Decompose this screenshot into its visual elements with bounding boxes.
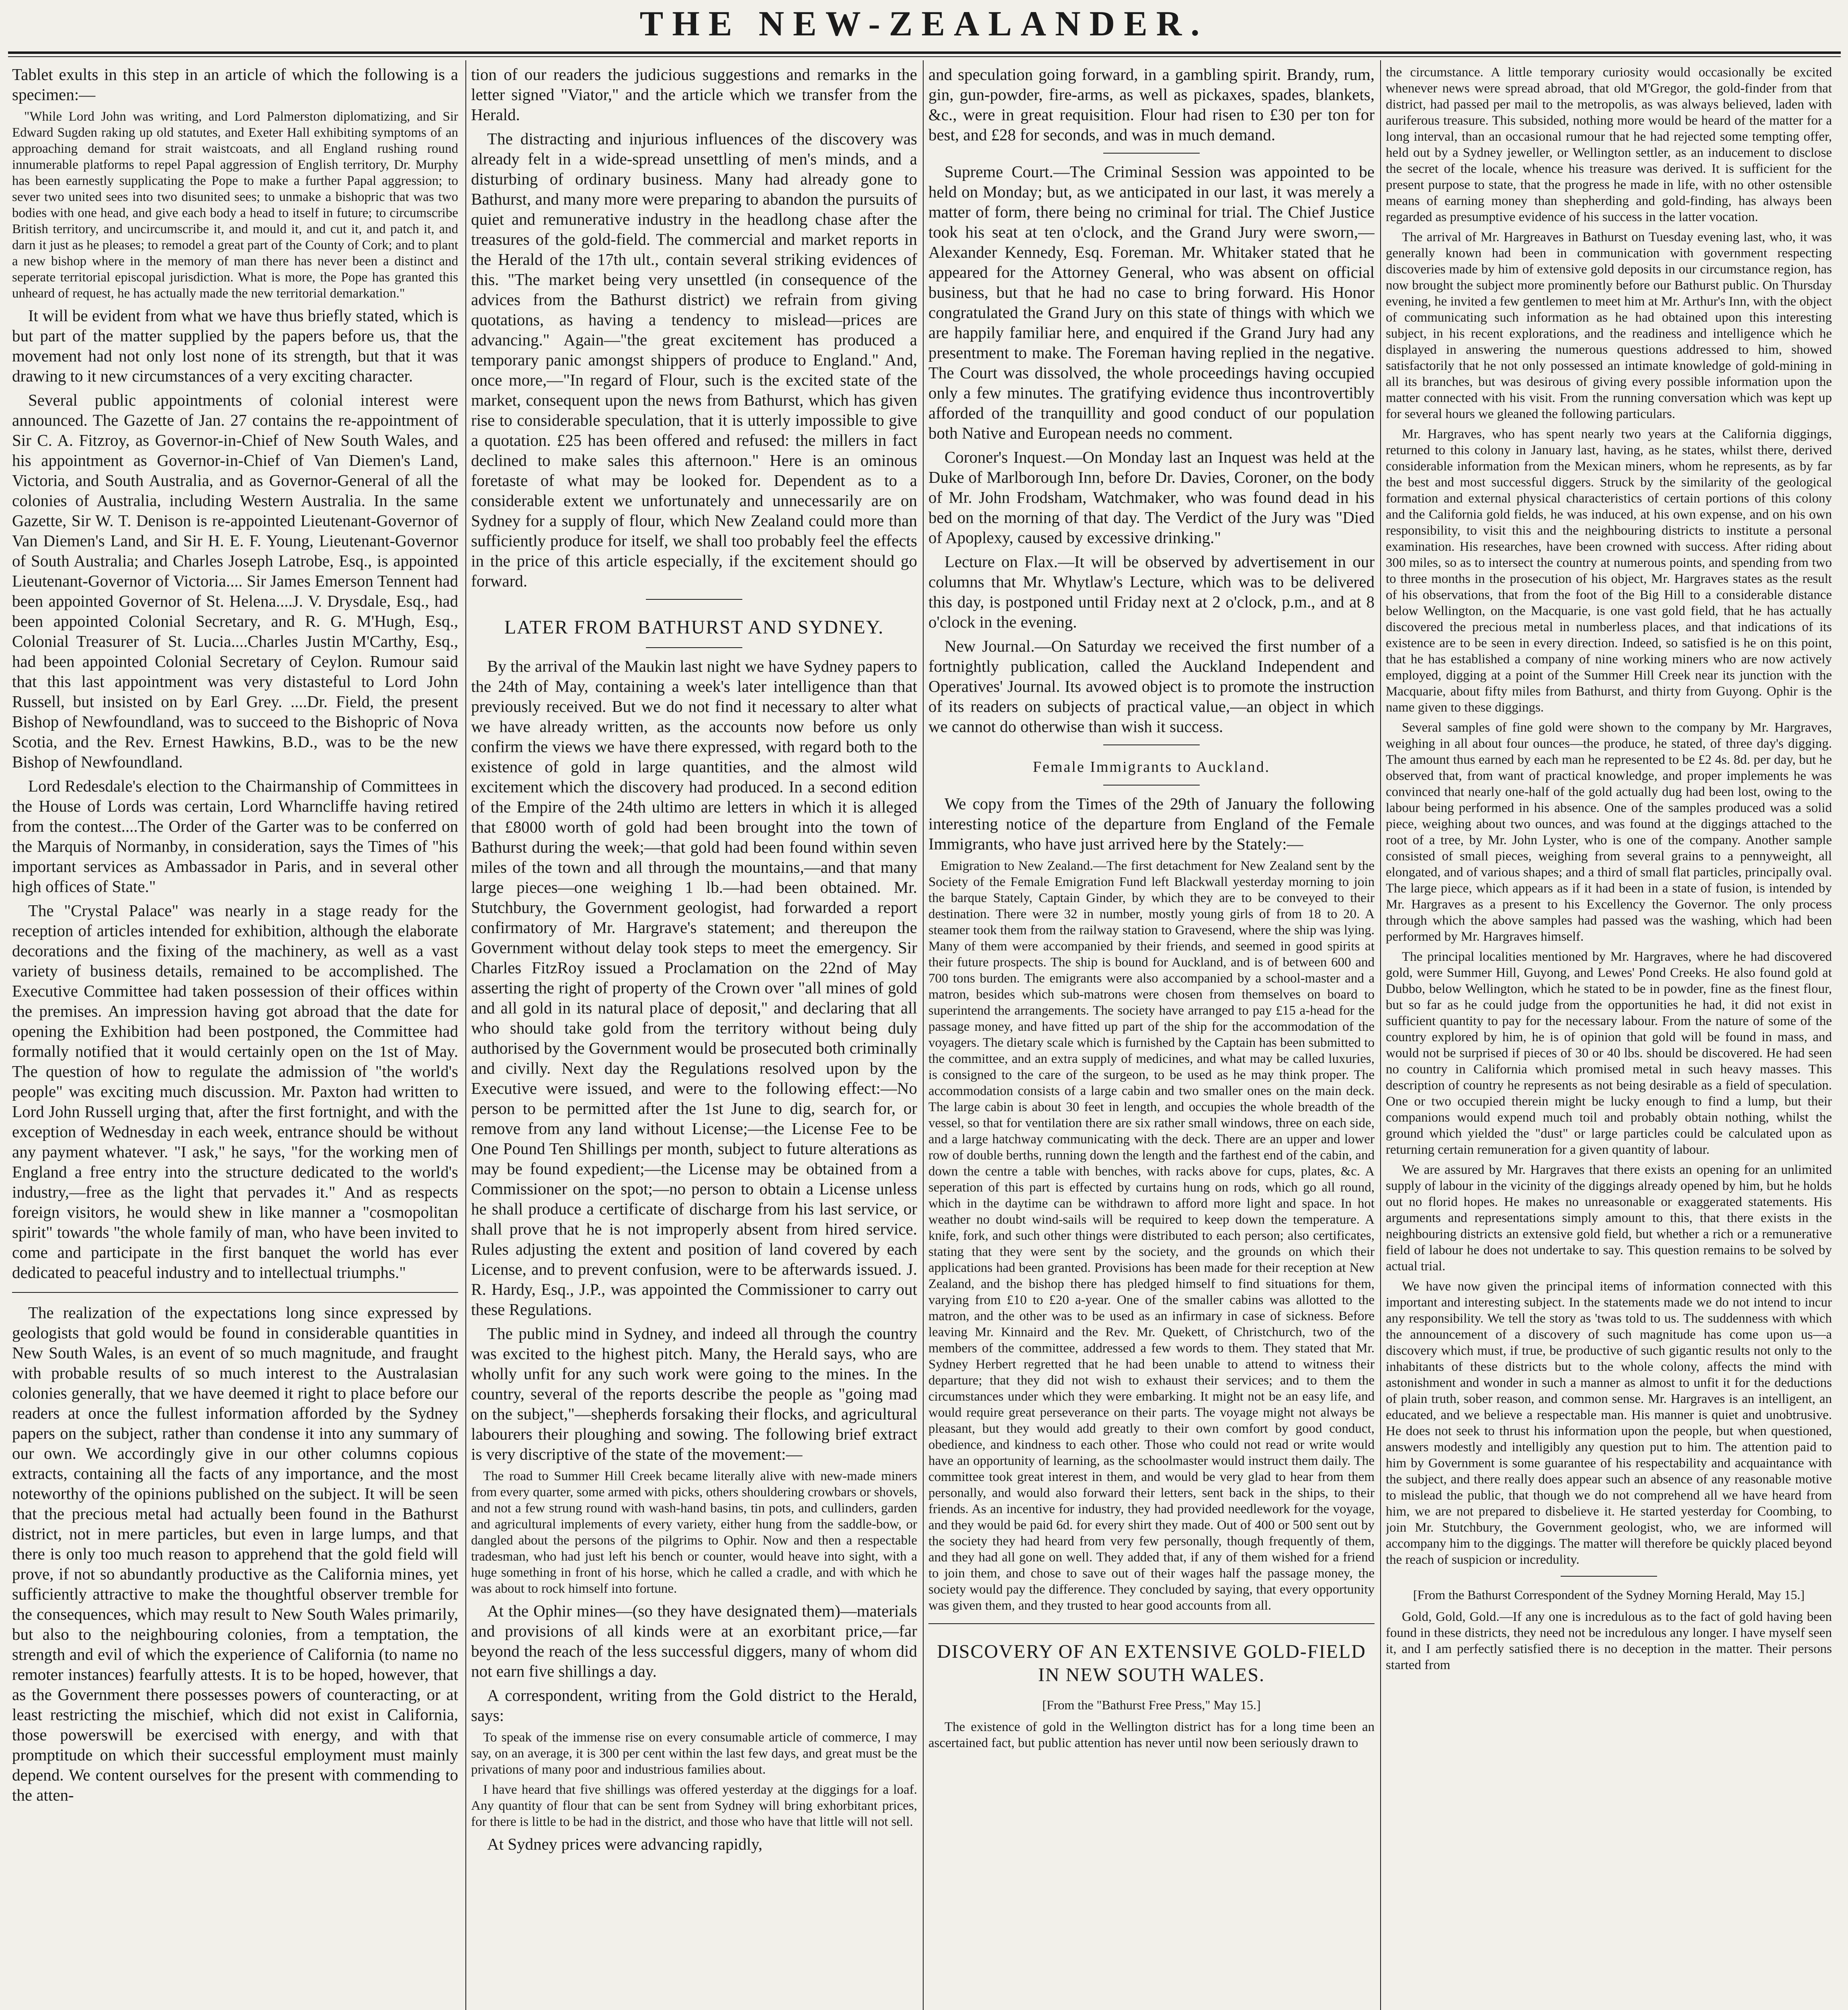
paragraph: The arrival of Mr. Hargreaves in Bathurst on Tuesday evening last, who, it was generally known had been in communication with government respecting discoveries made by him of extensive gold deposits in our circumstance region, has now brought the subject more prominently before our Bathurst public. On Thursday evening, he invited a few gentlemen to meet him at Mr. Arthur's Inn, with the object of communicating such information as he had obtained upon this interesting subject, in his recent explorations, and the readiness and intelligence which he displayed in answering the numerous questions addressed to him, showed satisfactorily that he not only possessed an intimate knowledge of gold-mining in all its branches, but was desirous of giving every possible information upon the matter connected with his visit. From the running conversation which was kept up for several hours we gleaned the following particulars. bbox=[1386, 230, 1832, 421]
paragraph: At Sydney prices were advancing rapidly, bbox=[487, 1835, 763, 1853]
paragraph-new-journal: New Journal.—On Saturday we received the first number of a fortnightly publication, called the Auckland Independent and Operatives' Journal. Its avowed object is to promote the instruction of its readers on subjects of practical value,—an object in which we cannot do otherwise than wish it success. bbox=[928, 637, 1375, 736]
paragraph: By the arrival of the Maukin last night we have Sydney papers to the 24th of May, containing a week's later intelligence than that previously received. But we do not find it necessary to alter what we have already written, as the accounts now before us only confirm the views we have there expressed, with regard both to the existence of gold in large quantities, and the almost wild excitement which the discovery had produced. In a second edition of the Empire of the 24th ultimo are letters in which it is alleged that £8000 worth of gold had been brought into the town of Bathurst during the week;—that gold had been found within seven miles of the town and all through the mountains,—and that many large pieces—one weighing 1 lb.—had been obtained. Mr. Stutchbury, the Government geologist, had forwarded a report confirmatory of Mr. Hargrave's statement; and thereupon the Government without delay took steps to meet the emergency. Sir Charles FitzRoy issued a Proclamation on the 22nd of May asserting the right of property of the Crown over "all mines of gold and all gold in its natural place of deposit," and declaring that all who should take gold from the territory without being duly authorised by the Government would be prosecuted both criminally and civilly. Next day the Regulations resolved upon by the Executive were issued, and were to the following effect:—No person to be permitted after the 1st June to dig, search for, or remove from any land without License;—the License Fee to be One Pound Ten Shillings per month, subject to future alterations as may be found expedient;—the License may be obtained from a Commissioner on the spot;—no person to obtain a License unless he shall produce a certificate of discharge from his last service, or shall prove that he is not improperly absent from hired service. Rules adjusting the extent and position of land covered by each License, and to prevent confusion, were to be afterwards issued. J. R. Hardy, Esq., J.P., was appointed the Commissioner to carry out these Regulations. bbox=[471, 657, 917, 1319]
masthead-rule-thin bbox=[8, 56, 1841, 57]
section-divider bbox=[928, 1623, 1375, 1624]
paragraph: and speculation going forward, in a gambling spirit. Brandy, rum, gin, gun-powder, fire-arms, as well as pickaxes, spades, blankets, &c., were in great requisition. Flour had risen to £30 per ton for best, and £28 for seconds, and was in much demand. bbox=[928, 65, 1375, 144]
quotation: To speak of the immense rise on every consumable article of commerce, I may say, on an average, it is 300 per cent within the last few days, and great must be the privations of many poor and industrious families about. bbox=[471, 1730, 917, 1777]
paragraph: The realization of the expectations long since expressed by geologists that gold would be found in considerable quantities in New South Wales, is an event of so much magnitude, and fraught with probable results of so much interest to the Australasian colonies generally, that we have deemed it right to place before our readers at once the fullest information afforded by the Sydney papers on the subject, rather than condense it into any summary of our own. We accordingly give in our other columns copious extracts, containing all the facts of any importance, and the most noteworthy of the opinions published on the subject. It will be seen that the precious metal had actually been found in the Bathurst district, not in mere particles, but even in large lumps, and that there is only too much reason to apprehend that the gold field will prove, if not so abundantly productive as the California mines, yet sufficiently attractive to make the thoughtful observer tremble for the consequences, which may result to New South Wales primarily, but also to the neighbouring colonies, from a temptation, the strength and evil of which the experience of California (to name no remoter instances) fearfully attests. It is to be hoped, however, that as the Government there possesses powers of counteracting, or at least restricting the mischief, which did not exist in California, those powerswill be exercised with energy, and with that promptitude on which their successful employment must mainly depend. We content ourselves for the present with commending to the atten- bbox=[12, 1303, 458, 1804]
column-separator bbox=[1380, 60, 1381, 2010]
section-divider bbox=[1103, 153, 1200, 154]
paragraph-supreme-court: Supreme Court.—The Criminal Session was appointed to be held on Monday; but, as we anticipated in our last, it was merely a matter of form, there being no criminal for trial. The Chief Justice took his seat at ten o'clock, and the Grand Jury were sworn,—Alexander Kennedy, Esq. Foreman. Mr. Whitaker stated that he appeared for the Attorney General, who was absent on official business, but that he had no case to bring forward. His Honor congratulated the Grand Jury on this state of things with which we are happily familiar here, and enquired if the Grand Jury had any presentment to make. The Foreman having replied in the negative. The Court was dissolved, the whole proceedings having occupied only a few minutes. The gratifying evidence thus incontrovertibly afforded of the tranquillity and good conduct of our population both Native and European needs no comment. bbox=[928, 162, 1375, 442]
quotation: The road to Summer Hill Creek became literally alive with new-made miners from every quarter, some armed with picks, others shouldering crowbars or shovels, and not a few strung round with wash-hand basins, tin pots, and cullinders, garden and agricultural implements of every variety, either hung from the saddle-bow, or dangled about the persons of the pilgrims to Ophir. Now and then a respectable tradesman, who had just left his bench or counter, would heave into sight, with a huge something in front of his horse, which he called a cradle, and with which he was about to rock himself into fortune. bbox=[471, 1469, 917, 1596]
paragraph: The existence of gold in the Wellington district has for a long time been an ascertained fact, but public attention has never until now been seriously drawn to bbox=[928, 1720, 1375, 1750]
paragraph: It will be evident from what we have thus briefly stated, which is but part of the matter supplied by the papers before us, that the movement had not only lost none of its strength, but that it was drawing to it new circumstances of a very exciting character. bbox=[12, 306, 458, 385]
paragraph: At the Ophir mines—(so they have designated them)—materials and provisions of all kinds were at an exorbitant price,—far beyond the reach of the less successful diggers, many of whom did not earn five shillings a day. bbox=[471, 1602, 917, 1680]
column-2 bbox=[471, 64, 917, 2010]
section-divider bbox=[1561, 1576, 1657, 1577]
paragraph: Tablet exults in this step in an article of which the following is a specimen:— bbox=[12, 65, 458, 104]
paragraph: A correspondent, writing from the Gold district to the Herald, says: bbox=[471, 1686, 917, 1725]
paragraph: Gold, Gold, Gold.—If any one is incredulous as to the fact of gold having been found in these districts, they need not be incredulous any longer. I have myself seen it, and I am perfectly satisfied there is no deception in the matter. Their persons started from bbox=[1386, 1610, 1832, 1672]
column-1 bbox=[12, 64, 458, 2010]
paragraph: tion of our readers the judicious suggestions and remarks in the letter signed "Viator," and the article which we transfer from the Herald. bbox=[471, 65, 917, 124]
paragraph: The principal localities mentioned by Mr. Hargraves, where he had discovered gold, were Summer Hill, Guyong, and Lewes' Pond Creeks. He also found gold at Dubbo, below Wellington, which he stated to be in powder, fine as the finest flour, but so far as he could judge from the opportunities he had, it did not exist in sufficient quantity to pay for the necessary labour. From the nature of some of the country explored by him, he is of opinion that gold will be found in mass, and would not be surprised if pieces of 30 or 40 lbs. should be discovered. He had seen no country in California which promised metal in such heavy masses. This description of country he represents as not being desirable as a field of speculation. One or two occupied therein might be lucky enough to find a lump, but their companions would expend much toil and probably obtain nothing, whilst the ground which yielded the "dust" or large particles could be calculated upon as returning certain remuneration for a given quantity of labour. bbox=[1386, 950, 1832, 1157]
paragraph: The public mind in Sydney, and indeed all through the country was excited to the highest pitch. Many, the Herald says, who are wholly unfit for any such work were going to the mines. In the country, several of the reports describe the people as "going mad on the subject,"—shepherds forsaking their flocks, and agricultural labourers their ploughing and sowing. The following brief extract is very discriptive of the state of the movement:— bbox=[471, 1324, 917, 1463]
paragraph: Mr. Hargraves, who has spent nearly two years at the California diggings, returned to this colony in January last, having, as he states, whilst there, derived considerable information from the Mexican miners, whom he represents, as by far the best and most successful diggers. Struck by the similarity of the geological formation and external physical characteristics of certain portions of this colony and the California gold fields, he was induced, at his own expense, and on his own responsibility, to visit this and the neighbouring districts to institute a personal examination. His researches, have been crowned with success. After riding about 300 miles, so as to intersect the country at numerous points, and spending from two to three months in the prosecution of his object, Mr. Hargraves states as the result of his observations, that from the foot of the Big Hill to a considerable distance below Wellington, on the Macquarie, is one vast gold field, that he has actually discovered the precious metal in numberless places, and that indications of its existence are to be seen in every direction. Indeed, so satisfied is he on this point, that he has established a company of nine working miners who are now actively employed, digging at a point of the Summer Hill Creek near its junction with the Macquarie, about fifty miles from Bathurst, and thirty from Guyong. Ophir is the name given to these diggings. bbox=[1386, 427, 1832, 715]
section-divider bbox=[12, 1292, 458, 1293]
source-note: [From the Bathurst Correspondent of the Sydney Morning Herald, May 15.] bbox=[1413, 1587, 1805, 1602]
paragraph-coroners-inquest: Coroner's Inquest.—On Monday last an Inquest was held at the Duke of Marlborough Inn, before Dr. Davies, Coroner, on the body of Mr. John Frodsham, Watchmaker, who was found dead in his bed on the morning of that day. The Verdict of the Jury was "Died of Apoplexy, caused by excessive drinking." bbox=[928, 448, 1375, 547]
headline-later-from-bathurst: LATER FROM BATHURST AND SYDNEY. bbox=[504, 617, 884, 638]
paragraph: Several public appointments of colonial interest were announced. The Gazette of Jan. 27 contains the re-appointment of Sir C. A. Fitzroy, as Governor-in-Chief of New South Wales, and his appointment as Governor-in-Chief of Van Diemen's Land, Victoria, and South Australia, and as Governor-General of all the colonies of Australia, including Western Australia. In the same Gazette, Sir W. T. Denison is re-appointed Lieutenant-Governor of Van Diemen's Land, and Sir H. E. F. Young, Lieutenant-Governor of South Australia; and Charles Joseph Latrobe, Esq., is appointed Lieutenant-Governor of Victoria.... Sir James Emerson Tennent had been appointed Governor of St. Helena....J. V. Drysdale, Esq., had been appointed Colonial Secretary, and R. G. M'Hugh, Esq., Colonial Treasurer of St. Lucia....Charles Justin M'Carthy, Esq., had been appointed Colonial Secretary of Ceylon. Rumour said that this last appointment was very distasteful to Lord John Russell, but insisted on by Earl Grey. ....Dr. Field, the present Bishop of Newfoundland, was to succeed to the Bishopric of Nova Scotia, and the Rev. Ernest Hawkins, B.D., was to be the new Bishop of Newfoundland. bbox=[12, 391, 458, 771]
paragraph: We are assured by Mr. Hargraves that there exists an opening for an unlimited supply of labour in the vicinity of the diggings already opened by him, but he holds out no florid hopes. He makes no unreasonable or exaggerated statements. His arguments and representations simply amount to this, that there exists in the neighbouring districts an extensive gold field, but whether a rich or a remunerative field of labour he does not undertake to say. This question remains to be solved by actual trial. bbox=[1386, 1163, 1832, 1274]
paragraph: the circumstance. A little temporary curiosity would occasionally be excited whenever news were spread abroad, that old M'Gregor, the gold-finder from that district, had passed per mail to the metropolis, as was always believed, laden with auriferous treasure. This subsided, nothing more would be heard of the matter for a long interval, than an occasional rumour that he had rejected some tempting offer, held out by a Sydney jeweller, or Wellington settler, as an inducement to disclose the secret of the locale, whence his treasure was derived. It is sufficient for the present purpose to state, that the progress he made in life, with no other ostensible means of earning money than shepherding and gold-finding, has always been regarded as presumptive evidence of his success in the latter vocation. bbox=[1386, 65, 1832, 224]
quotation: "While Lord John was writing, and Lord Palmerston diplomatizing, and Sir Edward Sugden raking up old statutes, and Exeter Hall exhibiting symptoms of an approaching demand for strait waistcoats, and all England rushing round innumerable platforms to repel Papal aggression of English territory, Dr. Murphy has been earnestly supplicating the Pope to make a further Papal aggression; to sever two united sees into two disunited sees; to unmake a bishopric that was two bodies with one head, and give each body a head to itself in future; to circumscribe British territory, and uncircumscribe it, and mould it, and cut it, and patch it, and darn it just as he pleases; to remodel a great part of the County of Cork; and to plant a new bishop where in the memory of man there has never been a distinct and seperate territorial episcopal jurisdiction. What is more, the Pope has granted this unheard of request, he has actually made the new territorial demarkation." bbox=[12, 109, 458, 301]
paragraph: We copy from the Times of the 29th of January the following interesting notice of the departure from England of the Female Immigrants, who have just arrived here by the Stately:— bbox=[928, 794, 1375, 853]
quotation: Emigration to New Zealand.—The first detachment for New Zealand sent by the Society of the Female Emigration Fund left Blackwall yesterday morning to join the barque Stately, Captain Ginder, by which they are to be conveyed to their destination. There were 32 in number, mostly young girls of from 18 to 20. A steamer took them from the railway station to Gravesend, where the ship was lying. Many of them were accompanied by their friends, and seemed in good spirits at their future prospects. The ship is bound for Auckland, and is of between 600 and 700 tons burden. The emigrants were also accompanied by a school-master and a matron, besides which sub-matrons were chosen from themselves on board to superintend the arrangements. The society have arranged to pay £15 a-head for the passage money, and have fitted up part of the ship for the accommodation of the voyagers. The dietary scale which is furnished by the Captain has been submitted to the committee, and an extra supply of medicines, and what may be called luxuries, is consigned to the care of the surgeon, to be used as he may think proper. The accommodation consists of a large cabin and two smaller ones on the main deck. The large cabin is about 30 feet in length, and occupies the whole breadth of the vessel, so that for ventilation there are six rather small windows, three on each side, and a large hatchway communicating with the deck. There are an upper and lower row of double berths, running down the length and the farthest end of the cabin, and down the centre a table with benches, with racks above for cups, plates, &c. A seperation of this part is effected by curtains hung on rods, which go all round, which in the daytime can be withdrawn to afford more light and space. In hot weather no doubt wind-sails will be required to keep down the temperature. A knife, fork, and such other things were distributed to each person; also certificates, stating that they were sent by the society, and the grounds on which their applications had been granted. Provisions has been made for their reception at New Zealand, and the bishop there has pledged himself to find situations for them, varying from £10 to £20 a-year. One of the smaller cabins was allotted to the matron, and the other was to be used as an infirmary in case of sickness. Before leaving Mr. Kinnaird and the Rev. Mr. Quekett, of Christchurch, two of the members of the committee, addressed a few words to them. They stated that Mr. Sydney Herbert regretted that he had been unable to attend to witness their departure; that they did not wish to exhaust their services; and to them the circumstances under which they were embarking. It might not be an easy life, and would require great perseverance on their parts. The voyage might not always be pleasant, but they would add greatly to their own comfort by good conduct, obedience, and kindness to each other. Those who could not read or write would have an opportunity of learning, as the schoolmaster would instruct them daily. The committee took great interest in them, and would be very glad to hear from them personally, and would also forward their letters, sent back in the ships, to their friends. As an incentive for industry, they had provided needlework for the voyage, and they would be paid 6d. for every shirt they made. Out of 400 or 500 sent out by the society they had heard from very few personally, though frequently of them, and they had all gone on well. They added that, if any of them wished for a friend to join them, and chose to save out of their wages half the passage money, the society would pay the difference. They concluded by saying, that every opportunity was given them, and they trusted to hear good accounts from all. bbox=[928, 859, 1375, 1613]
source-note: [From the "Bathurst Free Press," May 15.] bbox=[1042, 1698, 1261, 1712]
paragraph: The "Crystal Palace" was nearly in a stage ready for the reception of articles intended for exhibition, although the elaborate decorations and the fixing of the machinery, as well as a vast variety of business details, remained to be accomplished. The Executive Committee had taken possession of their offices within the premises. An impression having got abroad that the date for opening the Exhibition had been postponed, the Committee had formally notified that it would certainly open on the 1st of May. The question of how to regulate the admission of "the world's people" was exciting much discussion. Mr. Paxton had written to Lord John Russell urging that, after the first fortnight, and with the exception of Wednesday in each week, entrance should be without any payment whatever. "I ask," he says, "for the working men of England a free entry into the structure dedicated to the world's industry,—free as the light that pervades it." And as respects foreign visitors, he would shew in like manner a "cosmopolitan spirit" towards "the whole family of man, who have been invited to come and participate in the first banquet the world has ever dedicated to peaceful industry and to intellectual triumphs." bbox=[12, 901, 458, 1282]
paragraph: The distracting and injurious influences of the discovery was already felt in a wide-spread unsettling of men's minds, and a disturbing of ordinary business. Many had already gone to Bathurst, and many more were preparing to abandon the pursuits of quiet and remunerative industry in the headlong chase after the treasures of the gold-field. The commercial and market reports in the Herald of the 17th ult., contain several striking evidences of this. "The market being very unsettled (in consequence of the advices from the Bathurst district) we refrain from giving quotations, as having a tendency to mislead—prices are advancing." Again—"the great excitement has produced a temporary panic amongst shippers of produce to England." And, once more,—"In regard of Flour, such is the excited state of the market, consequent upon the news from Bathurst, which has given rise to considerable speculation, that it is utterly impossible to give a quotation. £25 has been offered and refused: the millers in fact declined to make sales this afternoon." Here is an ominous foretaste of what may be looked for. Dependent as to a considerable extent we unfortunately and unnecessarily are on Sydney for a supply of flour, which New Zealand could more than sufficiently produce for itself, we shall too probably feel the effects in the price of this article especially, if the excitement should go forward. bbox=[471, 129, 917, 590]
column-separator bbox=[465, 60, 466, 2010]
section-divider bbox=[646, 647, 742, 648]
paragraph-lecture-on-flax: Lecture on Flax.—It will be observed by advertisement in our columns that Mr. Whytlaw's Lecture, which was to be delivered this day, is postponed until Friday next at 2 o'clock, p.m., and at 8 o'clock in the evening. bbox=[928, 552, 1375, 631]
newspaper-title: THE NEW-ZEALANDER. bbox=[639, 4, 1209, 43]
paragraph: Several samples of fine gold were shown to the company by Mr. Hargraves, weighing in all about four ounces—the produce, he stated, of three day's digging. The amount thus earned by each man he represented to be £2 4s. 8d. per day, but he observed that, from want of practical knowledge, and proper implements he was convinced that nearly one-half of the gold actually dug had been lost, owing to the labour being performed in his absence. One of the samples produced was a solid piece, weighing about two ounces, and was found at the diggings attached to the root of a tree, by Mr. John Lyster, who is one of the company. Another sample consisted of small pieces, weighing from several grains to a pennyweight, all elongated, and of various shapes; and a third of small flat particles, principally oval. The large piece, which appears as if it had been in a state of fusion, is intended by Mr. Hargraves as a present to his Excellency the Governor. The only process through which the above samples had passed was the washing, which had been performed by Mr. Hargraves himself. bbox=[1386, 720, 1832, 944]
quotation: I have heard that five shillings was offered yesterday at the diggings for a loaf. Any quantity of flour that can be sent from Sydney will bring exhorbitant prices, for there is little to be had in the district, and those who have that little will not sell. bbox=[471, 1782, 917, 1829]
column-4 bbox=[1386, 64, 1832, 2010]
headline-female-immigrants: Female Immigrants to Auckland. bbox=[1033, 759, 1270, 775]
section-divider bbox=[646, 599, 742, 600]
column-3 bbox=[928, 64, 1375, 2010]
headline-discovery-gold-field: DISCOVERY OF AN EXTENSIVE GOLD-FIELD IN NEW SOUTH WALES. bbox=[937, 1641, 1366, 1686]
column-separator bbox=[923, 60, 924, 2010]
paragraph: Lord Redesdale's election to the Chairmanship of Committees in the House of Lords was certain, Lord Wharncliffe having retired from the contest....The Order of the Garter was to be conferred on the Marquis of Normanby, in consideration, says the Times of "his important services as Ambassador in Paris, and in several other high offices of State." bbox=[12, 777, 458, 896]
masthead-rule bbox=[8, 51, 1841, 54]
paragraph: We have now given the principal items of information connected with this important and interesting subject. In the statements made we do not intend to incur any responsibility. We tell the story as 'twas told to us. The suddenness with which the announcement of a discovery of such magnitude has come upon us—a discovery which must, if true, be productive of such gigantic results not only to the inhabitants of these districts but to the whole colony, affects the mind with astonishment and wonder in such a manner as almost to unfit it for the deductions of plain truth, sober reason, and common sense. Mr. Hargraves is an intelligent, an educated, and we believe a respectable man. His manner is quiet and unobtrusive. He does not seek to thrust his information upon the people, but when questioned, answers modestly and intelligibly any question put to him. The attention paid to him by Government is some guarantee of his respectability and acquaintance with the subject, and there really does appear such an absence of any reasonable motive to mislead the public, that though we do not comprehend all we have heard from him, we are not prepared to disbelieve it. He started yesterday for Coombing, to join Mr. Stutchbury, the Government geologist, who, we are informed will accompany him to the diggings. The matter will therefore be quickly placed beyond the reach of suspicion or incredulity. bbox=[1386, 1279, 1832, 1567]
masthead bbox=[0, 0, 1848, 52]
section-divider bbox=[1103, 785, 1200, 786]
